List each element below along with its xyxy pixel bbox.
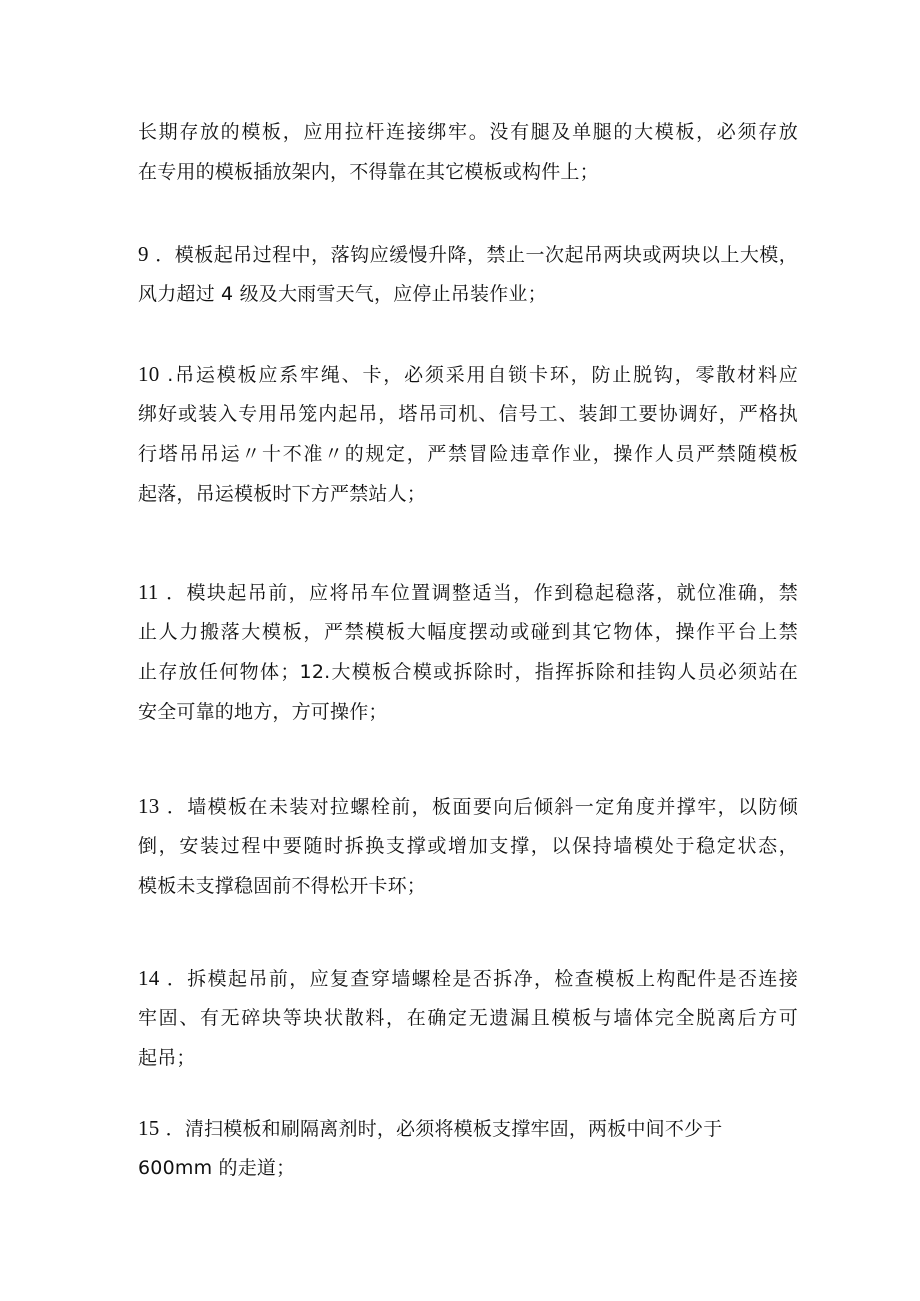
list-item-15 — [138, 1108, 798, 1188]
list-item-13 — [138, 786, 798, 906]
item-text: ．模块起吊前，应将吊车位置调整适当，作到稳起稳落，就位准确，禁 — [158, 582, 798, 604]
item-number: 14 — [138, 966, 160, 990]
text-line: 行塔吊吊运〃十不准〃的规定，严禁冒险违章作业，操作人员严禁随模板 — [138, 443, 798, 465]
item-text: ．清扫模板和刷隔离剂时，必须将模板支撑牢固，两板中间不少于 — [159, 1118, 723, 1140]
text-line: 起吊； — [138, 1047, 196, 1069]
text-line: 模板未支撑稳固前不得松开卡环； — [138, 875, 427, 897]
text-line — [138, 786, 798, 826]
text-line — [138, 234, 798, 274]
text-line — [138, 354, 798, 394]
item-text: .吊运模板应系牢绳、卡，必须采用自锁卡环，防止脱钩，零散材料应 — [159, 364, 798, 386]
list-item-11 — [138, 572, 798, 732]
text-line: 止存放任何物体；12.大模板合模或拆除时，指挥拆除和挂钩人员必须站在 — [138, 661, 798, 683]
text-line: 起落，吊运模板时下方严禁站人； — [138, 483, 427, 505]
list-item-14 — [138, 958, 798, 1078]
item-number: 9 — [138, 242, 149, 266]
text-line: 风力超过 4 级及大雨雪天气，应停止吊装作业； — [138, 283, 547, 305]
item-number: 13 — [138, 794, 160, 818]
text-line — [138, 572, 798, 612]
item-number: 10 — [138, 362, 160, 386]
paragraph-intro — [138, 112, 798, 192]
item-number: 11 — [138, 580, 159, 604]
text-line — [138, 958, 798, 998]
item-text: ．模板起吊过程中，落钩应缓慢升降，禁止一次起吊两块或两块以上大模， — [148, 244, 798, 266]
text-line: 绑好或装入专用吊笼内起吊，塔吊司机、信号工、装卸工要协调好，严格执 — [138, 403, 798, 425]
text-line: 长期存放的模板，应用拉杆连接绑牢。没有腿及单腿的大模板，必须存放 — [138, 121, 798, 143]
text-line: 牢固、有无碎块等块状散料，在确定无遗漏且模板与墙体完全脱离后方可 — [138, 1007, 798, 1029]
item-text: ．拆模起吊前，应复查穿墙螺栓是否拆净，检查模板上构配件是否连接 — [159, 968, 798, 990]
list-item-9 — [138, 234, 798, 314]
item-text: ．墙模板在未装对拉螺栓前，板面要向后倾斜一定角度并撑牢，以防倾 — [159, 796, 798, 818]
text-line: 倒，安装过程中要随时拆换支撑或增加支撑，以保持墙模处于稳定状态， — [138, 835, 798, 857]
text-line — [138, 1108, 798, 1148]
text-line: 在专用的模板插放架内，不得靠在其它模板或构件上； — [138, 161, 599, 183]
list-item-10 — [138, 354, 798, 514]
text-line: 安全可靠的地方，方可操作； — [138, 701, 388, 723]
text-line: 600mm 的走道； — [138, 1157, 296, 1179]
item-number: 15 — [138, 1116, 160, 1140]
text-line: 止人力搬落大模板，严禁模板大幅度摆动或碰到其它物体，操作平台上禁 — [138, 621, 798, 643]
